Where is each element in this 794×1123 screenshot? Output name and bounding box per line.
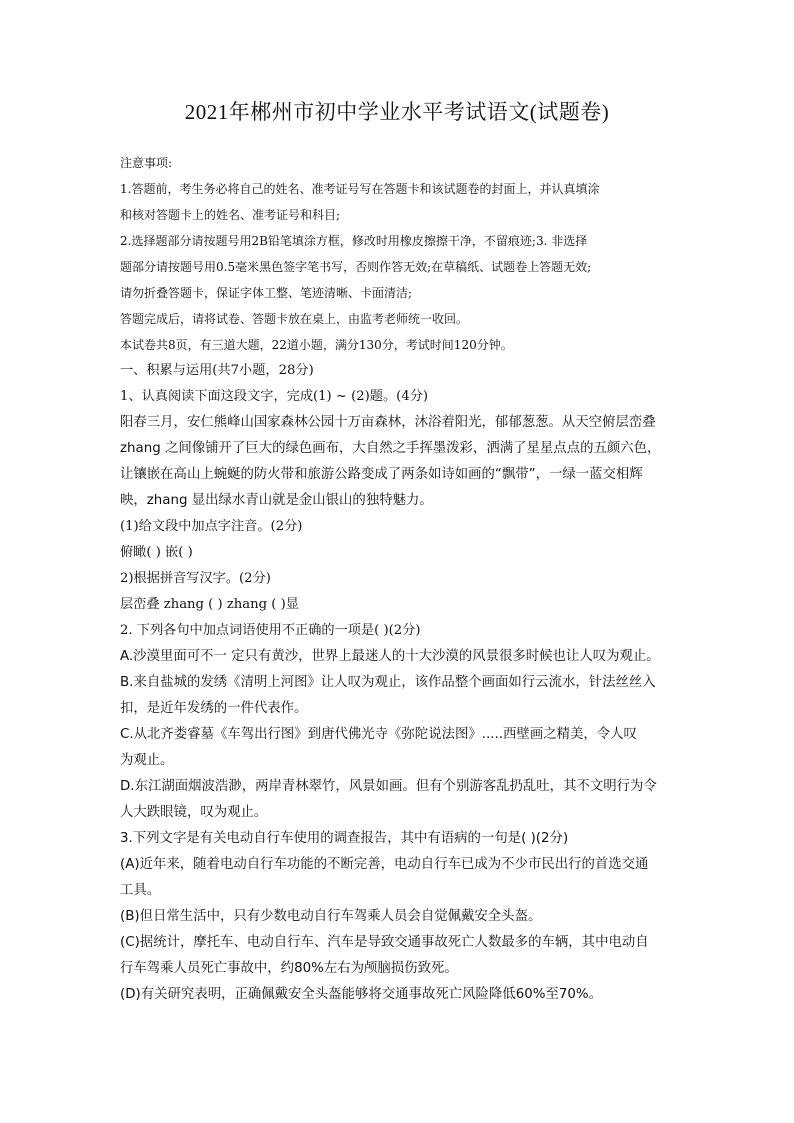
notice-line: 2.选择题部分请按题号用2B铅笔填涂方框，修改时用橡皮擦擦干净，不留痕迹;3. 非选择 xyxy=(120,234,588,248)
option-a: (A)近年来，随着电动自行车功能的不断完善，电动自行车已成为不少市民出行的首选交通 xyxy=(120,857,649,872)
exam-title: 2021年郴州市初中学业水平考试语文(试题卷) xyxy=(184,100,610,124)
question-2: 2. 下列各句中加点词语使用不正确的一项是( )(2分) xyxy=(120,623,421,638)
sub-question-2: 2)根据拼音写汉字。(2分) xyxy=(120,571,271,586)
option-d-cont: 人大跌眼镜，叹为观止。 xyxy=(120,805,268,820)
option-c: (C)据统计，摩托车、电动自行车、汽车是导致交通事故死亡人数最多的车辆，其中电动自 xyxy=(120,935,649,950)
option-c-cont: 行车驾乘人员死亡事故中，约80%左右为颅脑损伤致死。 xyxy=(120,961,458,976)
option-c: C.从北齐娄睿墓《车驾出行图》到唐代佛光寺《弥陀说法图》.....西壁画之精美，令人叹 xyxy=(120,727,637,742)
option-b-cont: 扣，是近年发绣的一件代表作。 xyxy=(120,701,308,716)
notice-line: 题部分请按题号用0.5毫米黑色签字笔书写，否则作答无效;在草稿纸、试题卷上答题无效; xyxy=(120,260,592,274)
passage-line: 映，zhang 显出绿水青山就是金山银山的独特魅力。 xyxy=(120,493,433,508)
sub-question-1: (1)给文段中加点字注音。(2分) xyxy=(120,519,303,534)
notice-line: 1.答题前，考生务必将自己的姓名、准考证号写在答题卡和该试题卷的封面上，并认真填涂 xyxy=(120,182,600,196)
notice-line: 请勿折叠答题卡，保证字体工整、笔迹清晰、卡面清洁; xyxy=(120,286,413,300)
passage-line: 阳春三月，安仁熊峰山国家森林公园十万亩森林，沐浴着阳光，郁郁葱葱。从天空俯层峦叠 xyxy=(120,415,656,430)
option-b: (B)但日常生活中，只有少数电动自行车驾乘人员会自觉佩戴安全头盔。 xyxy=(120,909,542,924)
option-b: B.来自盐城的发绣《清明上河图》让人叹为观止，该作品整个画面如行云流水，针法丝丝入 xyxy=(120,675,656,690)
answer-blanks-pinyin: 俯瞰( ) 嵌( ) xyxy=(120,545,193,560)
section-heading: 一、积累与运用(共7小题，28分) xyxy=(120,363,314,378)
option-d: D.东江湖面烟波浩渺，两岸青林翠竹，风景如画。但有个别游客乱扔乱吐，其不文明行为令 xyxy=(120,779,657,794)
notice-line: 和核对答题卡上的姓名、准考证号和科目; xyxy=(120,208,341,222)
notice-line: 本试卷共8页，有三道大题，22道小题，满分130分，考试时间120分钟。 xyxy=(120,338,513,352)
option-a: A.沙漠里面可不一 定只有黄沙，世界上最迷人的十大沙漠的风景很多时候也让人叹为观止。 xyxy=(120,649,660,664)
answer-blanks-hanzi: 层峦叠 zhang ( ) zhang ( )显 xyxy=(120,597,299,612)
passage-line: 让镶嵌在高山上蜿蜒的防火带和旅游公路变成了两条如诗如画的“飘带”，一绿一蓝交相辉 xyxy=(120,467,643,482)
option-c-cont: 为观止。 xyxy=(120,753,174,768)
option-d: (D)有关研究表明，正确佩戴安全头盔能够将交通事故死亡风险降低60%至70%。 xyxy=(120,987,603,1002)
question-1: 1、认真阅读下面这段文字，完成(1) ~ (2)题。(4分) xyxy=(120,389,429,404)
notice-heading: 注意事项: xyxy=(120,156,173,170)
notice-line: 答题完成后，请将试卷、答题卡放在桌上，由监考老师统一收回。 xyxy=(120,312,469,326)
option-a-cont: 工具。 xyxy=(120,883,161,898)
question-3: 3.下列文字是有关电动自行车使用的调查报告，其中有语病的一句是( )(2分) xyxy=(120,831,569,846)
passage-line: zhang 之间像铺开了巨大的绿色画布，大自然之手挥墨泼彩，洒满了星星点点的五颜六色， xyxy=(120,441,661,456)
